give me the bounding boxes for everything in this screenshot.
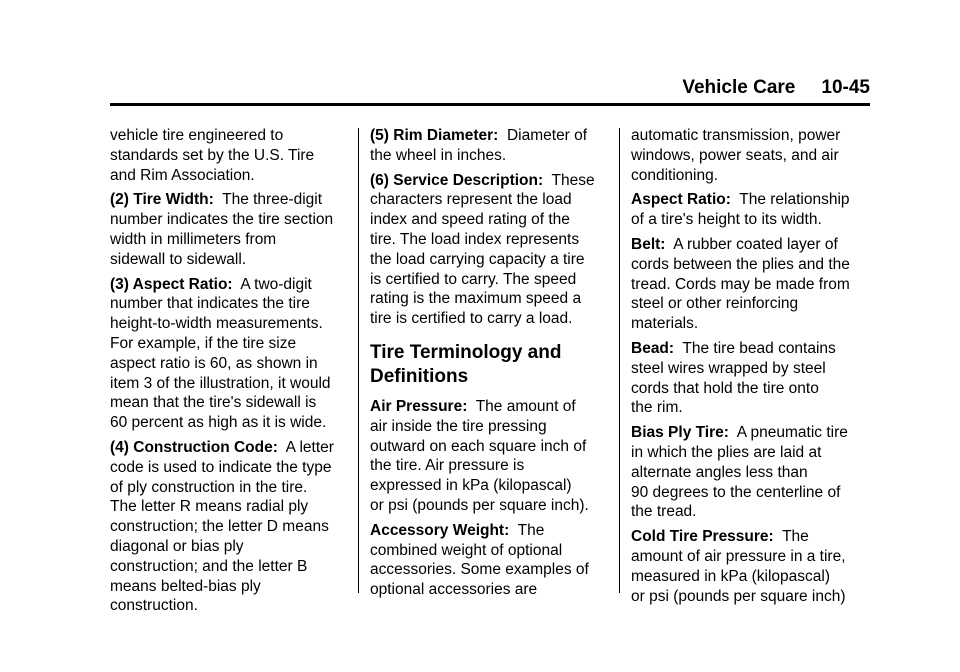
text-line: tread. Cords may be made from [631, 275, 850, 293]
paragraph-service-description [370, 171, 610, 329]
paragraph-continued [631, 126, 871, 185]
text-line: A two-digit [240, 275, 312, 293]
text-line: The amount of [475, 397, 576, 415]
text-line: construction. [110, 597, 198, 615]
text-line: number that indicates the tire [110, 295, 310, 313]
text-line: tire is certified to carry a load. [370, 310, 573, 328]
term-label: (6) Service Description: [370, 171, 544, 189]
text-line: code is used to indicate the type [110, 458, 332, 476]
text-line: means belted-bias ply [110, 577, 261, 595]
text-line: sidewall to sidewall. [110, 250, 247, 268]
text-line: the tread. [631, 503, 697, 521]
paragraph-bead [631, 339, 871, 418]
section-heading [370, 341, 610, 389]
text-line: and Rim Association. [110, 166, 255, 184]
text-line: amount of air pressure in a tire, [631, 547, 846, 565]
term-label: Cold Tire Pressure: [631, 528, 774, 546]
text-line: combined weight of optional [370, 541, 563, 559]
paragraph-accessory-weight [370, 521, 610, 600]
term-label: (4) Construction Code: [110, 438, 278, 456]
text-line: measured in kPa (kilopascal) [631, 567, 831, 585]
column-divider-1 [358, 128, 359, 593]
text-line: the load carrying capacity a tire [370, 250, 585, 268]
text-line: A letter [285, 438, 334, 456]
paragraph-bias-ply-tire [631, 423, 871, 522]
section-title: Vehicle Care [682, 77, 796, 98]
paragraph-continued [110, 126, 342, 185]
text-line: or psi (pounds per square inch). [370, 496, 589, 514]
text-line: materials. [631, 315, 699, 333]
text-line: is certified to carry. The speed [370, 270, 577, 288]
text-line: Diameter of [506, 127, 588, 144]
text-line: construction; the letter D means [110, 518, 329, 536]
text-line: alternate angles less than [631, 463, 808, 481]
text-line: The [782, 528, 809, 546]
text-line: The tire bead contains [682, 339, 836, 357]
text-line: standards set by the U.S. Tire [110, 146, 315, 164]
term-label: (2) Tire Width: [110, 191, 214, 209]
text-line: expressed in kPa (kilopascal) [370, 477, 572, 495]
text-line: vehicle tire engineered to [110, 127, 284, 144]
paragraph-cold-tire-pressure [631, 527, 871, 606]
text-line: the wheel in inches. [370, 146, 507, 164]
text-line: steel or other reinforcing [631, 295, 799, 313]
header-rule [110, 103, 870, 106]
text-line: height-to-width measurements. [110, 315, 323, 333]
column-3 [631, 126, 871, 611]
text-line: automatic transmission, power [631, 127, 841, 144]
text-line: rating is the maximum speed a [370, 290, 582, 308]
text-line: air inside the tire pressing [370, 417, 547, 435]
text-line: A rubber coated layer of [673, 235, 838, 253]
page-number: 10-45 [821, 77, 870, 98]
term-label: Bias Ply Tire: [631, 424, 729, 442]
text-line: aspect ratio is 60, as shown in [110, 354, 318, 372]
paragraph-aspect-ratio-def [631, 190, 871, 230]
text-line: 60 percent as high as it is wide. [110, 414, 327, 432]
paragraph-construction-code [110, 438, 342, 616]
paragraph-aspect-ratio [110, 275, 342, 433]
column-divider-2 [619, 128, 620, 593]
paragraph-belt [631, 235, 871, 334]
text-line: mean that the tire's sidewall is [110, 394, 317, 412]
text-line: windows, power seats, and air [631, 146, 839, 164]
text-line: the tire. Air pressure is [370, 457, 525, 475]
paragraph-tire-width [110, 190, 342, 269]
text-line: of a tire's height to its width. [631, 211, 822, 229]
text-line: in which the plies are laid at [631, 443, 822, 461]
text-line: steel wires wrapped by steel [631, 359, 826, 377]
column-2 [370, 126, 610, 605]
text-line: diagonal or bias ply [110, 537, 244, 555]
text-line: construction; and the letter B [110, 557, 308, 575]
term-label: Air Pressure: [370, 397, 468, 415]
text-line: or psi (pounds per square inch) [631, 587, 846, 605]
paragraph-air-pressure [370, 397, 610, 516]
text-line: tire. The load index represents [370, 230, 580, 248]
heading-line: Definitions [370, 365, 469, 387]
text-line: number indicates the tire section [110, 211, 334, 229]
text-line: optional accessories are [370, 581, 538, 599]
text-line: cords between the plies and the [631, 255, 850, 273]
term-label: (5) Rim Diameter: [370, 127, 499, 144]
text-line: item 3 of the illustration, it would [110, 374, 331, 392]
text-line: of ply construction in the tire. [110, 478, 308, 496]
text-line: The [517, 521, 545, 539]
text-line: A pneumatic tire [736, 424, 848, 442]
text-line: These [551, 171, 595, 189]
text-line: width in millimeters from [110, 230, 277, 248]
text-line: The three-digit [222, 191, 323, 209]
column-1 [110, 126, 342, 621]
text-line: The relationship [739, 191, 850, 209]
text-line: conditioning. [631, 166, 719, 184]
text-line: cords that hold the tire onto [631, 379, 819, 397]
text-line: characters represent the load [370, 191, 572, 209]
heading-line: Tire Terminology and [370, 341, 562, 363]
text-line: 90 degrees to the centerline of [631, 483, 841, 501]
term-label: (3) Aspect Ratio: [110, 275, 233, 293]
term-label: Belt: [631, 235, 666, 253]
text-line: outward on each square inch of [370, 437, 587, 455]
page-header [110, 76, 870, 100]
term-label: Accessory Weight: [370, 521, 510, 539]
text-line: For example, if the tire size [110, 334, 297, 352]
text-line: The letter R means radial ply [110, 498, 309, 516]
text-line: the rim. [631, 399, 683, 417]
term-label: Bead: [631, 339, 675, 357]
text-line: index and speed rating of the [370, 211, 570, 229]
paragraph-rim-diameter [370, 126, 610, 166]
term-label: Aspect Ratio: [631, 191, 731, 209]
text-line: accessories. Some examples of [370, 561, 589, 579]
